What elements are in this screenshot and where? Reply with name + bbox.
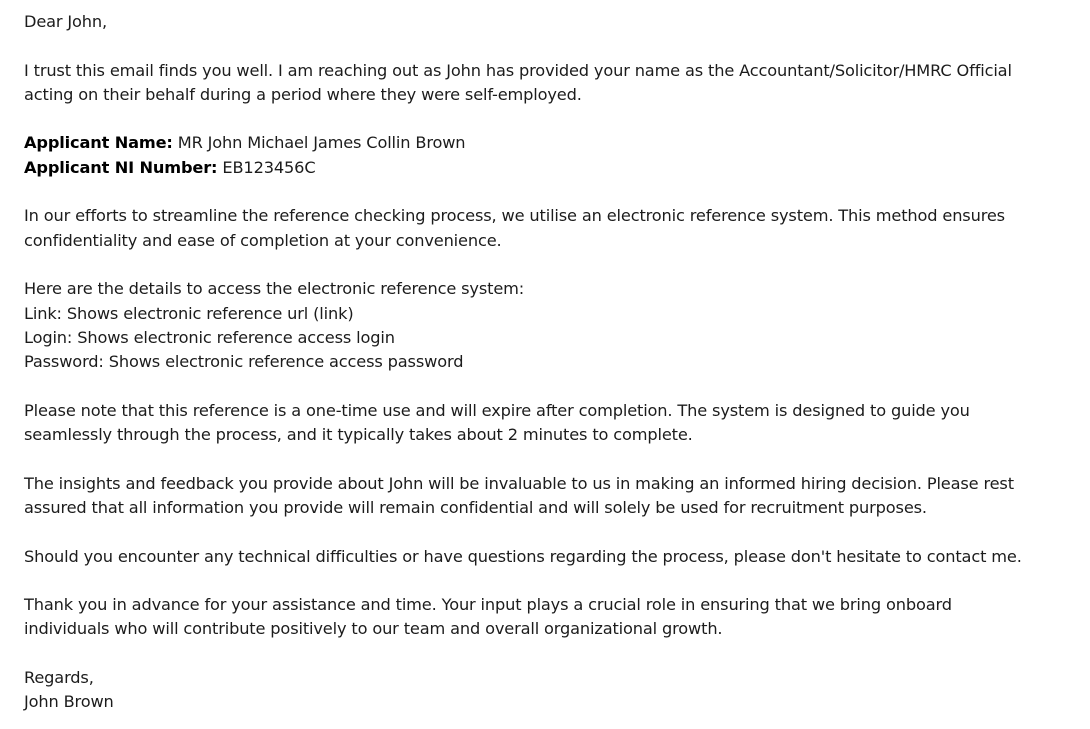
spacer bbox=[24, 569, 1084, 593]
spacer bbox=[24, 253, 1084, 277]
applicant-name-label: Applicant Name: bbox=[24, 133, 173, 153]
access-login: Login: Shows electronic reference access login bbox=[24, 327, 395, 347]
thanks-line-1: Thank you in advance for your assistance and time. Your input plays a crucial role in ensuring that we bring onboard bbox=[24, 595, 952, 615]
spacer bbox=[24, 447, 1084, 471]
intro-line-1: I trust this email finds you well. I am reaching out as John has provided your name as the Accountant/Solicitor/HMRC Official bbox=[24, 60, 1012, 80]
applicant-name-row bbox=[24, 131, 1084, 155]
insights-line-2: assured that all information you provide will remain confidential and will solely be used for recruitment purposes. bbox=[24, 497, 927, 517]
intro-line-2: acting on their behalf during a period where they were self-employed. bbox=[24, 84, 582, 104]
applicant-ni-row bbox=[24, 156, 1084, 180]
spacer bbox=[24, 107, 1084, 131]
applicant-name-value: MR John Michael James Collin Brown bbox=[172, 133, 466, 153]
spacer bbox=[24, 374, 1084, 398]
closing: Regards, bbox=[24, 668, 94, 688]
contact-line: Should you encounter any technical difficulties or have questions regarding the process, please don't hesitate to contact me. bbox=[24, 546, 1022, 566]
signature: John Brown bbox=[24, 692, 114, 712]
access-link: Link: Shows electronic reference url (link) bbox=[24, 303, 354, 323]
access-heading: Here are the details to access the electronic reference system: bbox=[24, 279, 525, 299]
efforts-line-2: confidentiality and ease of completion at your convenience. bbox=[24, 230, 502, 250]
note-line-2: seamlessly through the process, and it typically takes about 2 minutes to complete. bbox=[24, 425, 693, 445]
efforts-line-1: In our efforts to streamline the reference checking process, we utilise an electronic reference system. This method ensures bbox=[24, 206, 1005, 226]
spacer bbox=[24, 642, 1084, 666]
applicant-ni-value: EB123456C bbox=[217, 157, 316, 177]
email-body bbox=[24, 10, 1084, 715]
note-line-1: Please note that this reference is a one-time use and will expire after completion. The system is designed to guide you bbox=[24, 400, 970, 420]
spacer bbox=[24, 520, 1084, 544]
spacer bbox=[24, 34, 1084, 58]
thanks-line-2: individuals who will contribute positively to our team and overall organizational growth. bbox=[24, 619, 723, 639]
spacer bbox=[24, 180, 1084, 204]
greeting: Dear John, bbox=[24, 12, 107, 31]
insights-line-1: The insights and feedback you provide about John will be invaluable to us in making an informed hiring decision. Please rest bbox=[24, 473, 1014, 493]
access-password: Password: Shows electronic reference access password bbox=[24, 352, 464, 372]
applicant-ni-label: Applicant NI Number: bbox=[24, 157, 218, 177]
